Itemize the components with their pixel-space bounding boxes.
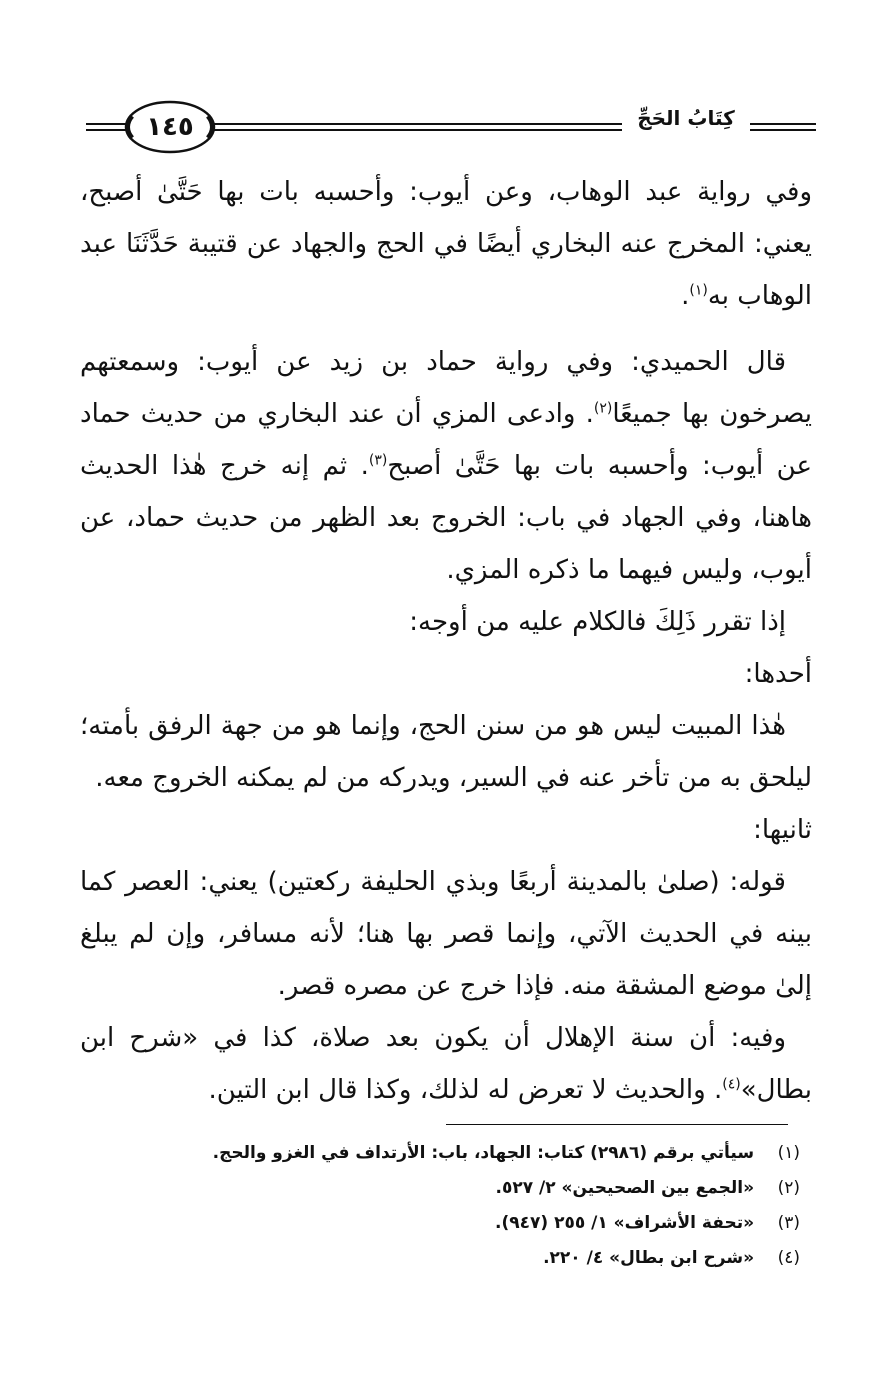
main-text bbox=[80, 166, 812, 1116]
page-number-badge bbox=[122, 98, 218, 156]
paragraph-text: وفي رواية عبد الوهاب، وعن أيوب: وأحسبه بات بها حَتَّىٰ أصبح، يعني: المخرج عنه البخاري أيضًا في الحج والجهاد عن قتيبة حَدَّثَنَا عبد الوهاب به bbox=[80, 177, 812, 311]
paragraph: هٰذا المبيت ليس هو من سنن الحج، وإنما هو من جهة الرفق بأمته؛ ليلحق به من تأخر عنه في السير، ويدركه من لم يمكنه الخروج معه. bbox=[80, 711, 812, 793]
footnote-text: «تحفة الأشراف» ١/ ٢٥٥ (٩٤٧). bbox=[494, 1213, 755, 1233]
paragraph-text: . ثم إنه خرج هٰذا الحديث هاهنا، وفي الجهاد في باب: الخروج بعد الظهر من حديث حماد، عن أيوب، وليس فيهما ما ذكره المزي. bbox=[80, 451, 812, 585]
paragraph bbox=[80, 336, 812, 596]
footnote-marker: (٤) bbox=[722, 1076, 741, 1093]
header-rule bbox=[750, 123, 816, 125]
paragraph-text: قال الحميدي: وفي رواية حماد بن زيد عن أيوب: وسمعتهم يصرخون بها جميعًا bbox=[80, 347, 812, 429]
footnote-number: (٤) bbox=[777, 1248, 800, 1268]
footnote-marker: (١) bbox=[689, 282, 708, 299]
footnote-marker: (٣) bbox=[368, 452, 388, 469]
paragraph bbox=[80, 166, 812, 322]
footnote-marker: (٢) bbox=[593, 400, 613, 417]
section-heading: ثانيها: bbox=[753, 815, 812, 845]
footnotes bbox=[80, 1136, 800, 1276]
header-rule bbox=[204, 129, 622, 131]
footnote-number: (٢) bbox=[777, 1178, 800, 1198]
paragraph-text: . والحديث لا تعرض له لذلك، وكذا قال ابن التين. bbox=[208, 1075, 723, 1105]
footnote bbox=[80, 1206, 800, 1241]
footnote bbox=[80, 1171, 800, 1206]
paragraph: إذا تقرر ذَلِكَ فالكلام عليه من أوجه: bbox=[409, 607, 786, 637]
footnote bbox=[80, 1241, 800, 1276]
paragraph-text: . وادعى المزي أن عند البخاري من حديث حماد عن أيوب: وأحسبه بات بها حَتَّىٰ أصبح bbox=[80, 399, 812, 481]
paragraph: قوله: (صلىٰ بالمدينة أربعًا وبذي الحليفة ركعتين) يعني: العصر كما بينه في الحديث الآتي، وإنما قصر بها هنا؛ لأنه مسافر، وإن لم يبلغ إلىٰ موضع المشقة منه. فإذا خرج عن مصره قصر. bbox=[80, 867, 812, 1001]
page-header bbox=[86, 96, 816, 160]
footnote-text: «الجمع بين الصحيحين» ٢/ ٥٢٧. bbox=[495, 1178, 755, 1198]
section-heading: أحدها: bbox=[744, 659, 812, 689]
footnote-text: «شرح ابن بطال» ٤/ ٢٢٠. bbox=[543, 1248, 755, 1268]
footnote-number: (٣) bbox=[777, 1213, 800, 1233]
paragraph bbox=[80, 1012, 812, 1116]
footnote bbox=[80, 1136, 800, 1171]
footnote-number: (١) bbox=[777, 1143, 800, 1163]
footnote-separator bbox=[446, 1124, 788, 1125]
page-number: ١٤٥ bbox=[146, 112, 194, 142]
footnote-text: سيأتي برقم (٢٩٨٦) كتاب: الجهاد، باب: الأرتداف في الغزو والحج. bbox=[212, 1143, 755, 1163]
running-title: كِتَابُ الحَجِّ bbox=[637, 106, 735, 130]
header-rule bbox=[204, 123, 622, 125]
paragraph-text: وفيه: أن سنة الإهلال أن يكون بعد صلاة، كذا في «شرح ابن بطال» bbox=[80, 1023, 812, 1105]
header-rule bbox=[750, 129, 816, 131]
paragraph-text: . bbox=[681, 281, 690, 311]
